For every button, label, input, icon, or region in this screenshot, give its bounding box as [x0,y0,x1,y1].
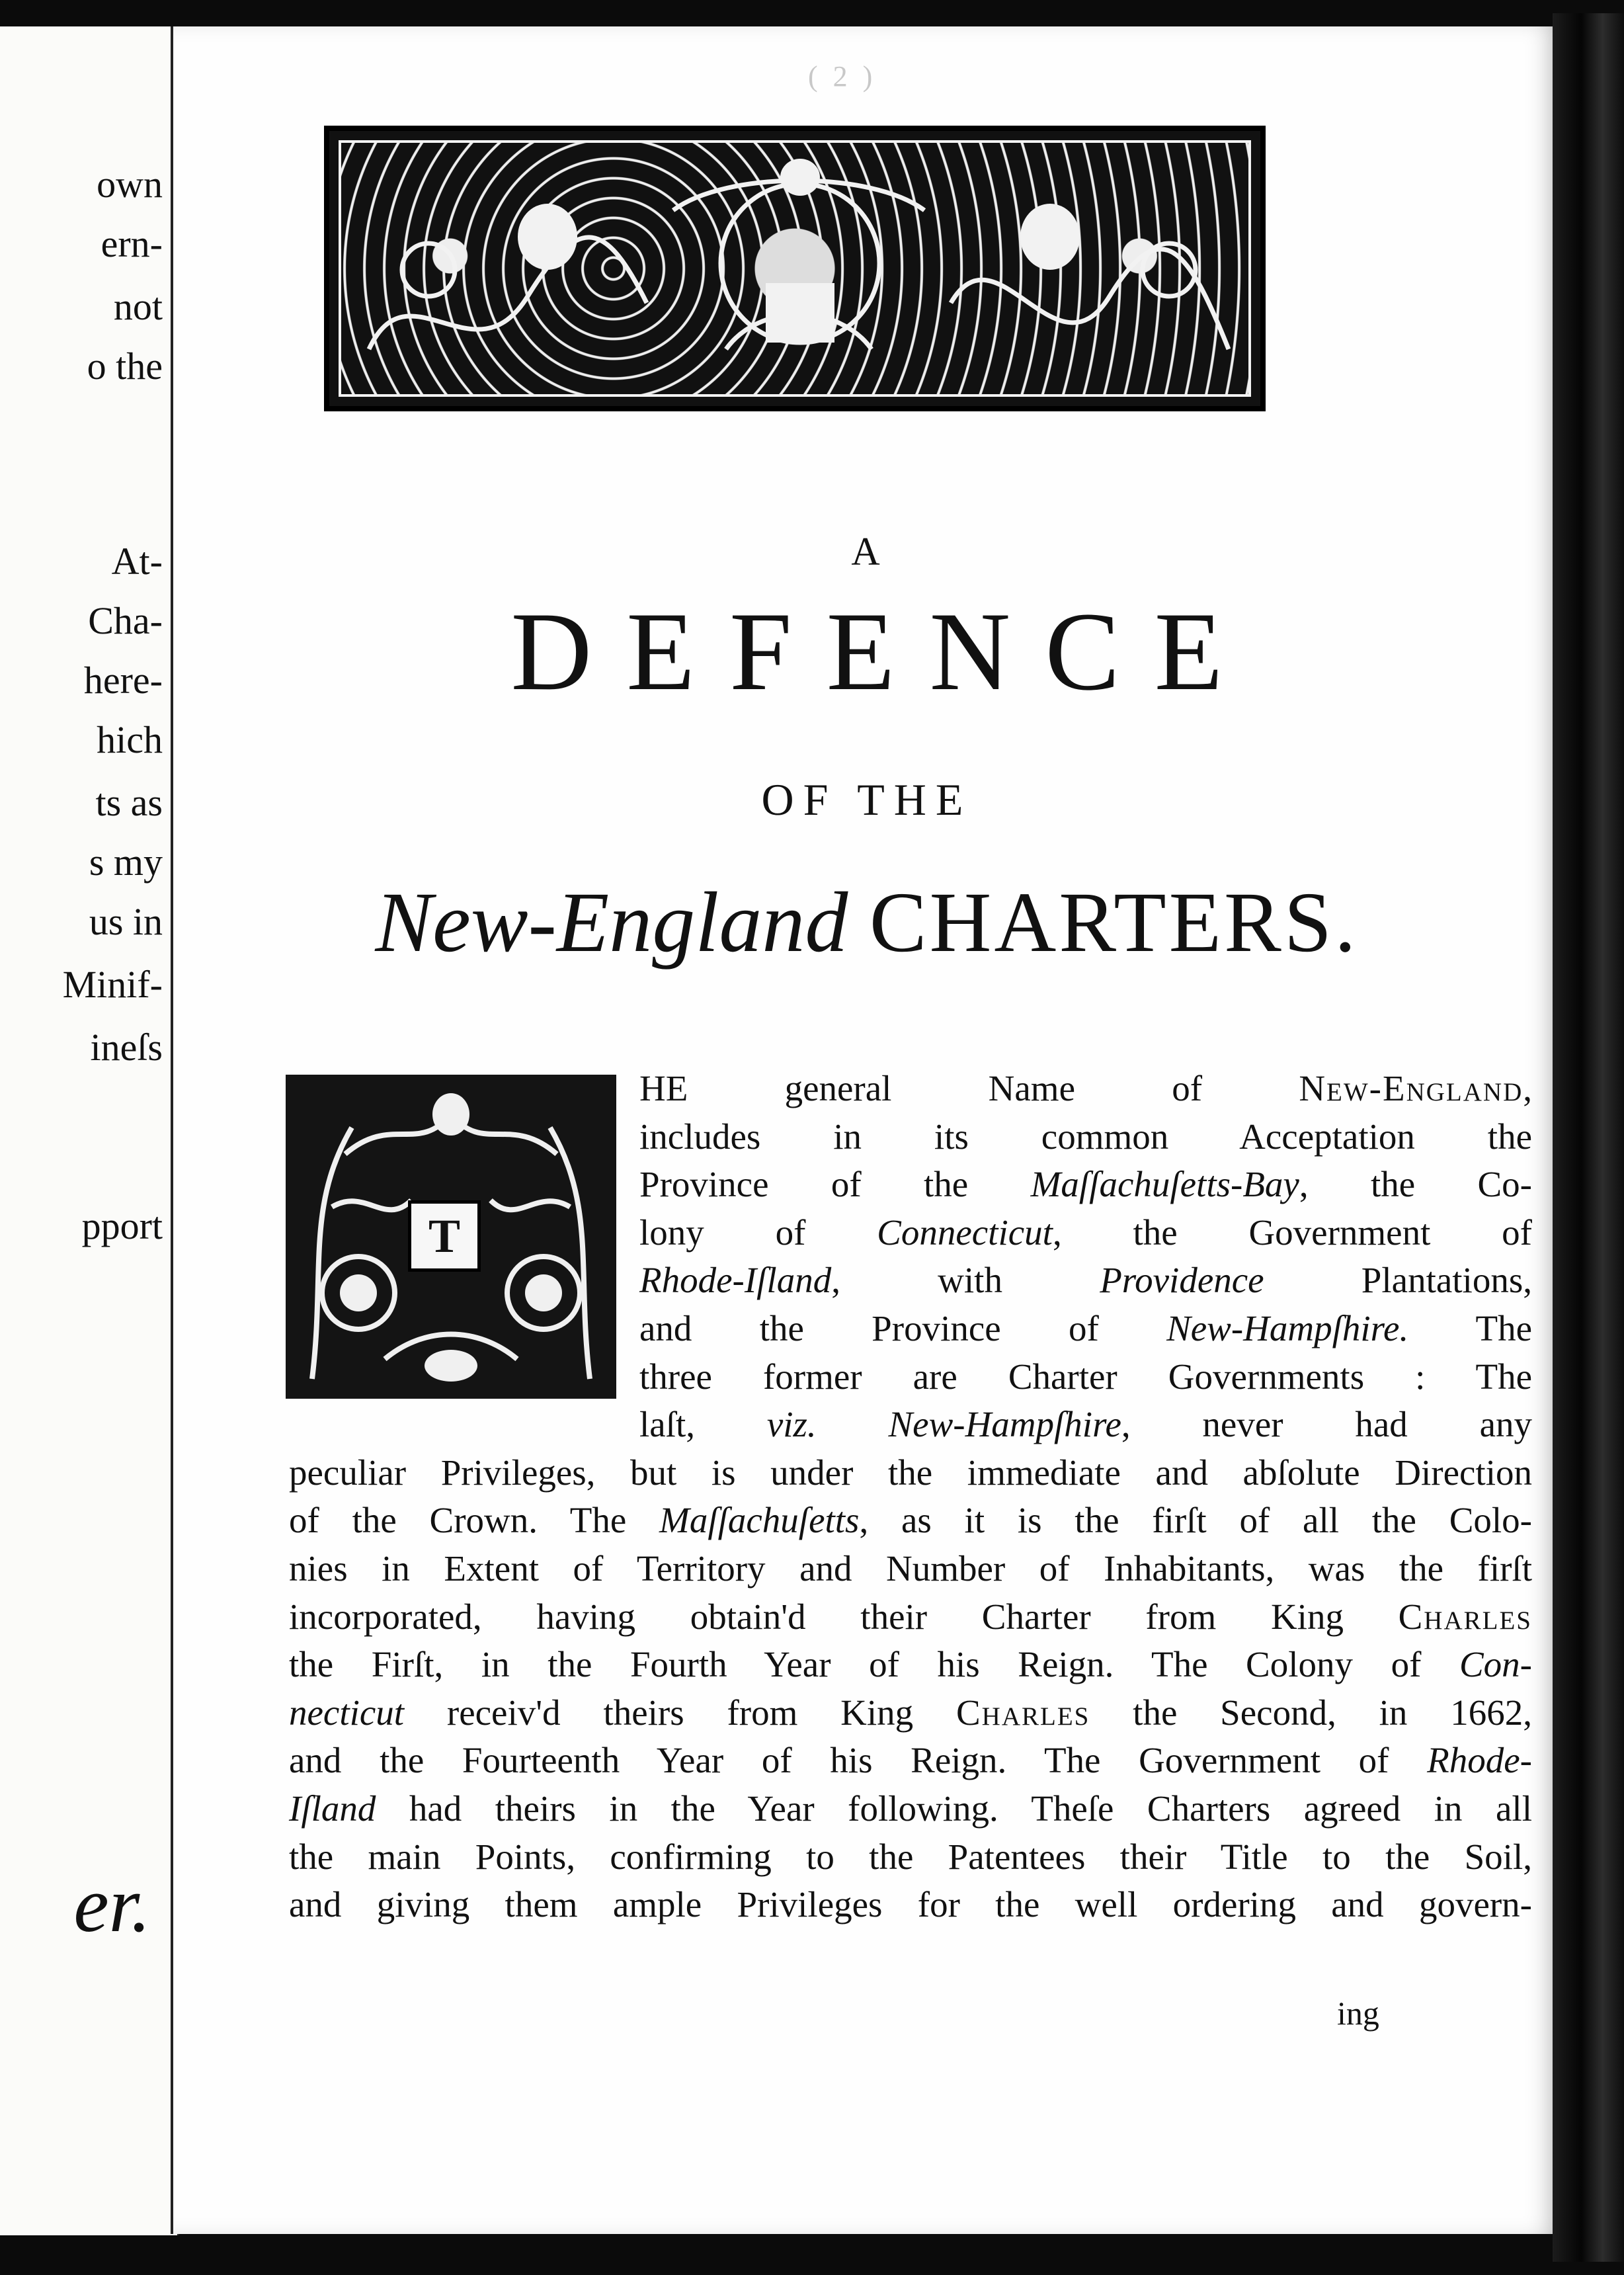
left-page-fragment: here- [83,659,163,702]
body-line [289,1737,1532,1785]
body-line [639,1257,1532,1305]
text-run: laſt, [639,1404,767,1445]
text-run: The [1408,1307,1533,1348]
text-run: and the Fourteenth Year of his Reign. The Government of [289,1740,1428,1781]
text-run: peculiar Privileges, but is under the immediate and abſolute Direction [289,1452,1532,1493]
text-run: , as it is the firſt of all the Colo- [859,1500,1532,1541]
text-run: , the Co- [1299,1164,1533,1205]
body-line [289,1497,1532,1545]
body-line [639,1209,1532,1257]
title-caps-part: CHARTERS. [869,875,1359,970]
text-run: Providence [1100,1260,1264,1301]
catchword: ing [1337,1995,1379,2032]
left-page-fragment: own [97,163,163,206]
body-line [289,1449,1532,1497]
body-line [289,1881,1532,1929]
title-main: DEFENCE [510,589,1258,714]
text-run: receiv'd theirs from King [404,1692,956,1733]
text-run: New-England [1299,1068,1523,1108]
left-page-fragment: ern- [101,222,163,265]
title-italic-part: New-England [375,875,848,970]
text-run: Charles [955,1692,1090,1733]
text-run: Maſſachuſetts-Bay [1030,1164,1299,1205]
text-run [817,1404,889,1444]
text-run: the Second, in 1662, [1090,1692,1532,1733]
text-run: Connecticut [877,1212,1053,1253]
text-run: the Firſt, in the Fourth Year of his Reign. The Colony of [289,1644,1459,1685]
text-run: nies in Extent of Territory and Number of Inhabitants, was the firſt [289,1548,1532,1589]
body-line [639,1113,1532,1161]
text-run: Province of the [639,1164,1031,1205]
left-page-fragment: ineſs [90,1026,163,1069]
body-line [639,1401,1532,1449]
text-run: , [1523,1068,1532,1108]
title-of-the: OF THE [761,774,973,825]
body-line [639,1305,1532,1353]
text-run: had theirs in the Year following. Theſe Charters agreed in all [376,1788,1532,1829]
text-run: HE general Name of [639,1068,1299,1108]
text-run: necticut [289,1692,405,1733]
text-run: and giving them ample Privileges for the well ordering and govern- [289,1884,1532,1925]
text-run: viz. [766,1404,817,1445]
body-line [289,1833,1532,1882]
left-page-fragment: Minif- [62,963,163,1006]
text-run: Con- [1459,1644,1532,1685]
left-page-fragment: not [113,285,163,328]
left-page-fragment: At- [111,540,163,583]
text-run: includes in its common Acceptation the [639,1116,1532,1157]
left-page-fragment: us in [89,900,163,943]
text-run: Plantations, [1264,1260,1532,1301]
left-page-fragment: Cha- [88,599,163,642]
title-article: A [851,530,883,573]
text-run: , never had any [1121,1404,1532,1445]
left-page-fragment: o the [87,345,163,388]
text-run: Rhode-Iſland [639,1260,832,1301]
drop-cap-letter: T [408,1200,481,1272]
text-run: Iſland [289,1788,376,1829]
body-line [289,1689,1532,1737]
left-page-ending: er. [73,1860,151,1948]
text-run: Charles [1398,1596,1532,1637]
text-run: three former are Charter Governments : The [639,1356,1532,1397]
text-run: and the Province of [639,1307,1167,1348]
text-run: New-Hampſhire. [1166,1307,1409,1348]
text-run: lony of [639,1212,877,1253]
text-run: , with [831,1260,1100,1301]
left-page-fragment: hich [97,718,163,761]
text-run: the main Points, confirming to the Patentees their Title to the Soil, [289,1836,1532,1877]
body-line [639,1065,1532,1113]
left-page-fragment: ts as [95,781,163,824]
text-run: incorporated, having obtain'd their Charter from King [289,1596,1399,1637]
body-line [289,1545,1532,1593]
text-run: of the Crown. The [289,1500,660,1541]
drop-cap-ornament [286,1075,616,1399]
text-run: , the Government of [1052,1212,1532,1253]
main-page [171,26,1561,2234]
title-subject [173,875,1561,970]
body-line [289,1785,1532,1833]
text-run: Rhode- [1427,1740,1532,1781]
body-line [639,1161,1532,1209]
page-edge [1553,13,1624,2262]
body-line [289,1593,1532,1641]
ghost-page-number: ( 2 ) [808,60,877,93]
body-line [639,1353,1532,1401]
text-run: Maſſachuſetts [659,1500,860,1541]
left-page-fragment: s my [89,841,163,884]
left-facing-page [0,26,179,2235]
header-ornament [324,126,1266,411]
body-line [289,1641,1532,1689]
left-page-fragment: pport [81,1204,163,1247]
text-run: New-Hampſhire [888,1404,1121,1445]
